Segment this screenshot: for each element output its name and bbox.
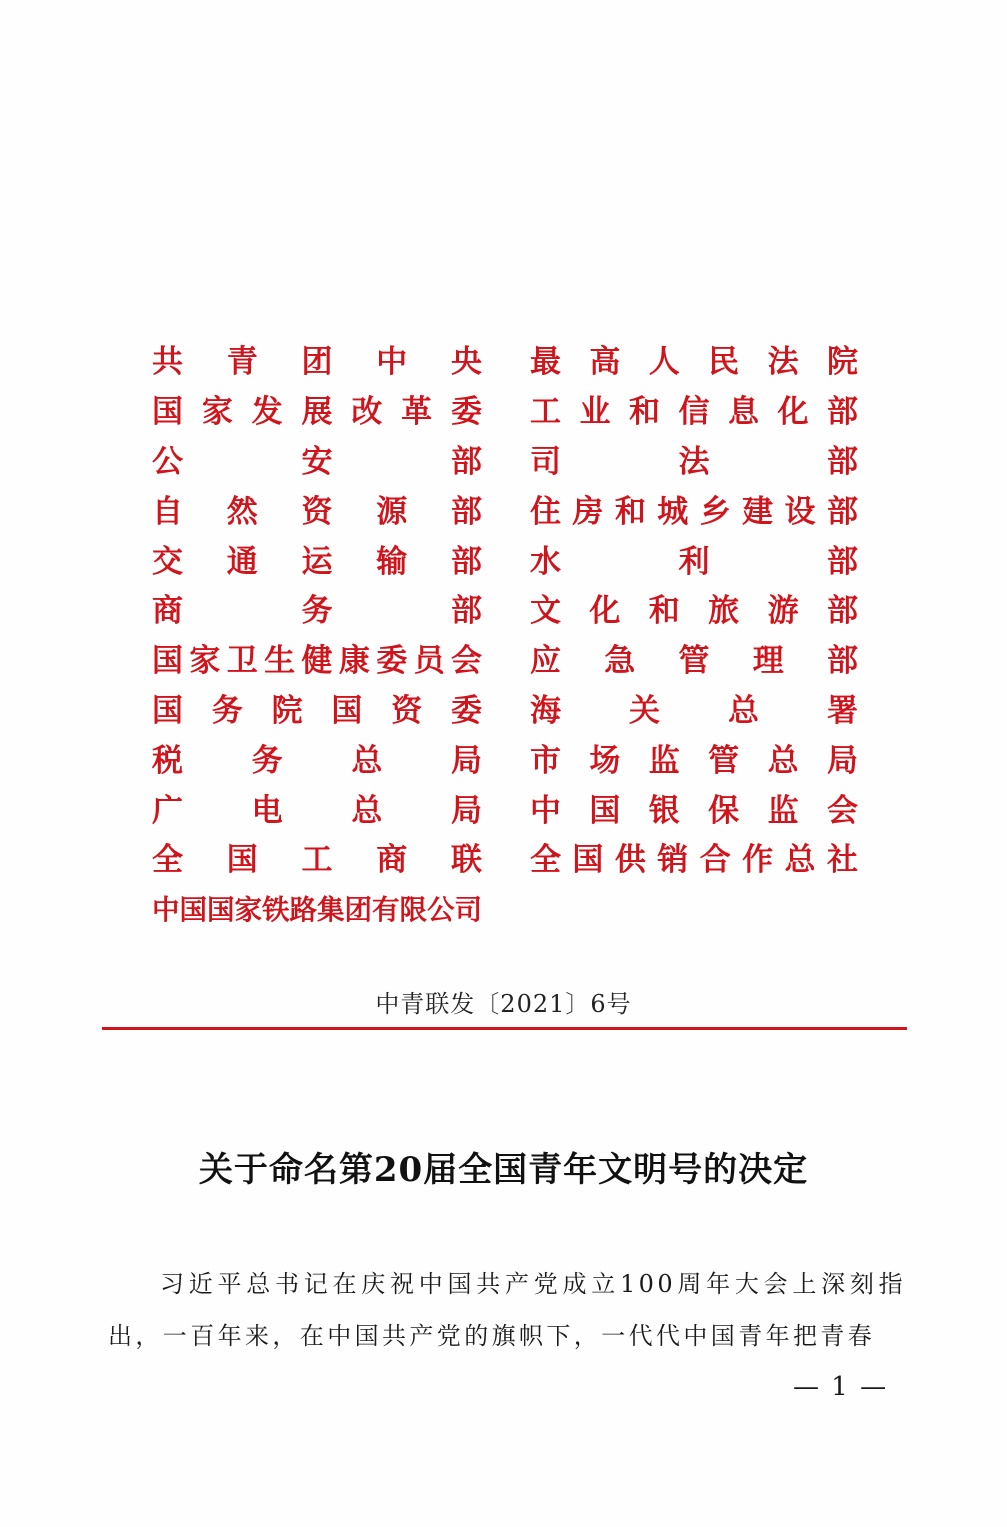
issuer-char: 理 (752, 643, 784, 680)
issuer-char: 家 (234, 893, 262, 926)
issuer-char: 革 (401, 394, 433, 431)
issuer-char: 院 (826, 344, 858, 381)
issuer-char: 全 (530, 842, 561, 879)
issuer-char: 总 (767, 742, 799, 779)
issuer-char: 房 (572, 493, 604, 530)
issuer-char: 资 (391, 692, 423, 729)
issuer-char: 安 (301, 443, 333, 480)
issuer-char: 和 (614, 493, 646, 530)
issuer-char: 部 (826, 593, 858, 630)
issuer-char: 公 (152, 443, 183, 480)
issuer-char: 发 (251, 394, 283, 431)
issuer-char: 销 (657, 842, 689, 879)
issuer-name (530, 687, 858, 737)
issuer-char: 通 (226, 543, 258, 580)
page-number: — 1 — (793, 1372, 889, 1402)
issuer-char: 海 (530, 692, 561, 729)
issuer-char: 共 (152, 344, 183, 381)
issuer-char: 生 (264, 643, 296, 680)
issuer-char: 市 (530, 742, 561, 779)
issuer-char: 高 (589, 344, 621, 381)
issuer-char: 法 (678, 443, 710, 480)
issuer-char: 合 (699, 842, 731, 879)
issuer-char: 民 (708, 344, 740, 381)
issuer-char: 司 (454, 893, 482, 926)
issuer-name (530, 786, 858, 836)
issuer-char: 中 (530, 792, 561, 829)
issuer-name (152, 637, 482, 687)
issuer-char: 广 (152, 792, 183, 829)
issuer-column-left (152, 338, 482, 936)
issuer-char: 监 (767, 792, 799, 829)
issuer-char: 管 (678, 643, 710, 680)
issuer-char: 团 (301, 344, 333, 381)
issuer-char: 部 (827, 394, 858, 431)
issuer-char: 人 (648, 344, 680, 381)
issuer-char: 总 (728, 692, 759, 729)
red-separator-line (102, 1027, 907, 1030)
issuer-char: 供 (614, 842, 646, 879)
issuer-char: 铁 (262, 893, 290, 926)
issuer-char: 限 (399, 893, 427, 926)
issuer-char: 国 (572, 842, 604, 879)
issuer-char: 集 (317, 893, 345, 926)
issuer-name (152, 338, 482, 388)
issuer-char: 青 (226, 344, 258, 381)
issuer-char: 国 (152, 692, 183, 729)
issuer-char: 局 (450, 742, 482, 779)
issuer-char: 水 (530, 543, 561, 580)
issuer-char: 工 (301, 842, 333, 879)
issuer-name (530, 836, 858, 886)
issuer-name (530, 736, 858, 786)
issuer-char: 国 (207, 893, 235, 926)
issuer-char: 税 (152, 742, 183, 779)
issuer-char: 委 (450, 394, 482, 431)
issuer-char: 部 (451, 443, 482, 480)
issuer-char: 然 (226, 493, 258, 530)
issuer-char: 有 (372, 893, 400, 926)
issuer-char: 部 (827, 443, 858, 480)
issuer-char: 业 (579, 394, 611, 431)
issuer-char: 银 (648, 792, 680, 829)
issuer-name (530, 388, 858, 438)
issuer-char: 会 (451, 643, 482, 680)
issuer-char: 管 (708, 742, 740, 779)
issuer-char: 务 (211, 692, 243, 729)
issuer-char: 化 (777, 394, 809, 431)
issuer-char: 和 (648, 593, 680, 630)
issuer-char: 和 (629, 394, 660, 431)
issuer-char: 住 (530, 493, 561, 530)
document-title: 关于命名第20届全国青年文明号的决定 (198, 1150, 809, 1190)
issuer-char: 联 (451, 842, 482, 879)
issuer-char: 利 (678, 543, 710, 580)
issuer-char: 展 (301, 394, 333, 431)
body-paragraph: 习近平总书记在庆祝中国共产党成立100周年大会上深刻指出，一百年来，在中国共产党的旗帜下，一代代中国青年把青春 (108, 1270, 906, 1350)
issuer-char: 信 (678, 394, 710, 431)
issuer-char: 关 (629, 692, 660, 729)
issuer-char: 总 (784, 842, 816, 879)
issuer-name (152, 886, 482, 936)
issuer-char: 监 (648, 742, 680, 779)
issuer-char: 务 (251, 742, 283, 779)
issuer-char: 国 (152, 394, 183, 431)
issuer-name (152, 388, 482, 438)
issuer-char: 总 (351, 792, 383, 829)
issuer-char: 法 (767, 344, 799, 381)
issuer-char: 文 (530, 593, 561, 630)
issuer-char: 商 (376, 842, 408, 879)
issuer-name (530, 537, 858, 587)
issuer-char: 司 (530, 443, 561, 480)
issuer-char: 部 (827, 643, 858, 680)
issuer-char: 电 (251, 792, 283, 829)
issuer-char: 交 (152, 543, 183, 580)
issuer-char: 团 (344, 893, 372, 926)
issuer-char: 运 (301, 543, 333, 580)
issuer-char: 化 (589, 593, 621, 630)
issuer-char: 最 (530, 344, 561, 381)
issuer-char: 健 (301, 643, 333, 680)
issuer-name (530, 338, 858, 388)
issuing-organizations (152, 338, 858, 936)
issuer-name (152, 687, 482, 737)
issuer-char: 城 (657, 493, 689, 530)
issuer-char: 院 (271, 692, 303, 729)
issuer-char: 公 (427, 893, 455, 926)
issuer-char: 工 (530, 394, 561, 431)
issuer-char: 乡 (699, 493, 731, 530)
issuer-char: 旅 (708, 593, 740, 630)
issuer-char: 设 (784, 493, 816, 530)
issuer-name (530, 487, 858, 537)
issuer-char: 员 (413, 643, 445, 680)
issuer-column-right (530, 338, 858, 936)
issuer-char: 息 (728, 394, 759, 431)
issuer-char: 中 (376, 344, 408, 381)
issuer-name (152, 487, 482, 537)
issuer-name (152, 836, 482, 886)
issuer-char: 场 (589, 742, 621, 779)
issuer-char: 资 (301, 493, 333, 530)
issuer-char: 部 (827, 543, 858, 580)
issuer-name (152, 438, 482, 488)
issuer-name (152, 537, 482, 587)
issuer-char: 署 (827, 692, 858, 729)
issuer-char: 中 (152, 893, 180, 926)
issuer-char: 应 (530, 643, 561, 680)
issuer-char: 国 (179, 893, 207, 926)
issuer-char: 商 (152, 593, 183, 630)
issuer-char: 社 (826, 842, 858, 879)
document-number: 中青联发〔2021〕6号 (375, 990, 632, 1018)
issuer-char: 国 (331, 692, 363, 729)
issuer-char: 家 (189, 643, 221, 680)
issuer-char: 国 (589, 792, 621, 829)
issuer-char: 会 (826, 792, 858, 829)
issuer-char: 委 (450, 692, 482, 729)
issuer-char: 路 (289, 893, 317, 926)
issuer-char: 部 (451, 493, 482, 530)
issuer-char: 游 (767, 593, 799, 630)
issuer-char: 务 (301, 593, 333, 630)
issuer-char: 源 (376, 493, 408, 530)
issuer-char: 总 (351, 742, 383, 779)
issuer-name (530, 637, 858, 687)
issuer-char: 央 (451, 344, 482, 381)
issuer-char: 作 (742, 842, 774, 879)
issuer-char: 国 (152, 643, 183, 680)
issuer-char: 康 (338, 643, 370, 680)
issuer-char: 改 (351, 394, 383, 431)
issuer-name (152, 786, 482, 836)
issuer-char: 部 (451, 543, 482, 580)
issuer-name (530, 438, 858, 488)
issuer-char: 家 (201, 394, 233, 431)
issuer-char: 保 (708, 792, 740, 829)
issuer-char: 急 (604, 643, 636, 680)
issuer-char: 输 (376, 543, 408, 580)
issuer-name (152, 736, 482, 786)
issuer-char: 局 (826, 742, 858, 779)
issuer-name (530, 587, 858, 637)
issuer-char: 部 (826, 493, 858, 530)
issuer-char: 卫 (226, 643, 258, 680)
issuer-char: 国 (226, 842, 258, 879)
issuer-char: 局 (450, 792, 482, 829)
issuer-name (152, 587, 482, 637)
issuer-char: 委 (376, 643, 408, 680)
issuer-char: 建 (742, 493, 774, 530)
issuer-char: 自 (152, 493, 183, 530)
issuer-char: 全 (152, 842, 183, 879)
issuer-char: 部 (451, 593, 482, 630)
